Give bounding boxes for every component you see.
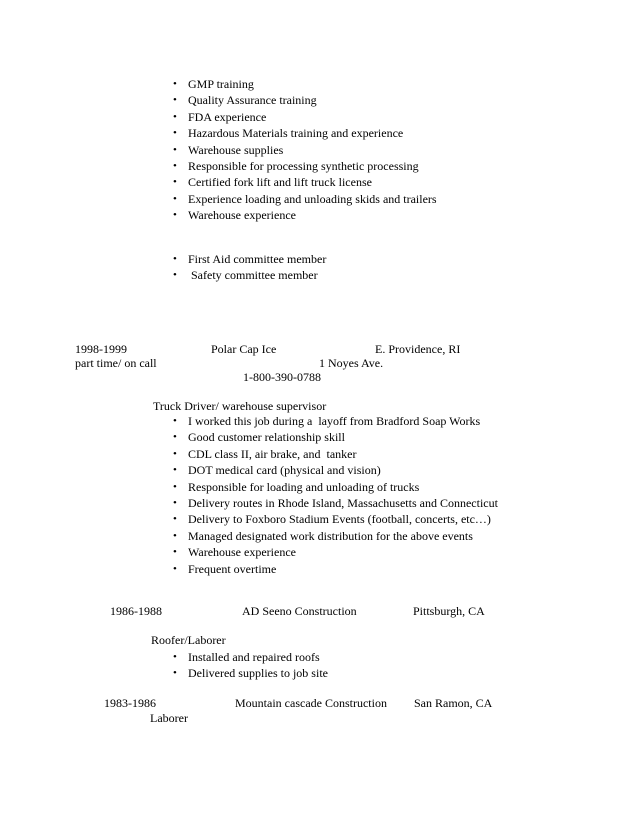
list-item: • Delivery to Foxboro Stadium Events (football, concerts, etc…) <box>173 512 491 527</box>
list-item: • Hazardous Materials training and experience <box>173 126 404 141</box>
job3-company: Mountain cascade Construction <box>235 696 387 710</box>
list-item: • FDA experience <box>173 109 267 124</box>
bullet-icon: • <box>173 127 177 140</box>
job1-address: 1 Noyes Ave. <box>319 356 384 370</box>
bullet-icon: • <box>173 176 177 189</box>
bullet-icon: • <box>173 546 177 559</box>
list-item: • Delivered supplies to job site <box>173 666 328 681</box>
list-item: • Installed and repaired roofs <box>173 650 320 664</box>
list-item: • Managed designated work distribution for the above events <box>173 528 473 543</box>
bullet-icon: • <box>173 513 177 526</box>
bullet-icon: • <box>173 110 177 123</box>
list-item: • Delivery routes in Rhode Island, Massachusetts and Connecticut <box>173 495 498 510</box>
bullet-icon: • <box>173 78 177 90</box>
list-item: • Responsible for processing synthetic processing <box>173 158 419 173</box>
list-item: • DOT medical card (physical and vision) <box>173 463 381 478</box>
bullet-icon: • <box>173 529 177 542</box>
list-item: • Warehouse supplies <box>173 142 284 157</box>
bullet-icon: • <box>173 269 177 282</box>
list-item: • Quality Assurance training <box>173 93 317 108</box>
job2-duties <box>173 649 328 682</box>
job1-company: Polar Cap Ice <box>211 342 277 356</box>
list-item: • First Aid committee member <box>173 252 327 266</box>
job2-company: AD Seeno Construction <box>242 604 357 618</box>
bullet-icon: • <box>173 562 177 575</box>
job1-title: Truck Driver/ warehouse supervisor <box>153 399 327 413</box>
list-item: • Experience loading and unloading skids and trailers <box>173 191 437 206</box>
job1-location: E. Providence, RI <box>375 342 461 356</box>
skills-list-1 <box>173 76 437 224</box>
bullet-icon: • <box>173 192 177 205</box>
list-item: • Good customer relationship skill <box>173 430 345 445</box>
job3-years: 1983-1986 <box>104 696 156 710</box>
list-item: • I worked this job during a layoff from Bradford Soap Works <box>173 414 481 428</box>
list-item: • CDL class II, air brake, and tanker <box>173 446 357 461</box>
bullet-icon: • <box>173 209 177 222</box>
bullet-icon: • <box>173 464 177 477</box>
job1-type: part time/ on call <box>75 356 157 370</box>
bullet-icon: • <box>173 94 177 107</box>
job2-title: Roofer/Laborer <box>151 633 226 647</box>
job2-location: Pittsburgh, CA <box>413 604 485 618</box>
bullet-icon: • <box>173 415 177 427</box>
bullet-icon: • <box>173 143 177 156</box>
bullet-icon: • <box>173 667 177 680</box>
bullet-icon: • <box>173 447 177 460</box>
job1-phone: 1-800-390-0788 <box>243 370 321 384</box>
bullet-icon: • <box>173 253 177 265</box>
job1-duties <box>173 413 498 577</box>
bullet-icon: • <box>173 431 177 444</box>
list-item: • Certified fork lift and lift truck license <box>173 175 372 190</box>
list-item: • Responsible for loading and unloading of trucks <box>173 479 420 494</box>
bullet-icon: • <box>173 480 177 493</box>
bullet-icon: • <box>173 496 177 509</box>
list-item: • Warehouse experience <box>173 545 296 560</box>
list-item: • Safety committee member <box>173 268 318 283</box>
job3-location: San Ramon, CA <box>414 696 493 710</box>
list-item: • Warehouse experience <box>173 208 296 223</box>
job2-years: 1986-1988 <box>110 604 162 618</box>
bullet-icon: • <box>173 159 177 172</box>
job1-years: 1998-1999 <box>75 342 127 356</box>
list-item: • GMP training <box>173 77 254 91</box>
list-item: • Frequent overtime <box>173 561 277 576</box>
job3-title: Laborer <box>150 711 188 725</box>
skills-list-2 <box>173 251 326 284</box>
bullet-icon: • <box>173 651 177 663</box>
